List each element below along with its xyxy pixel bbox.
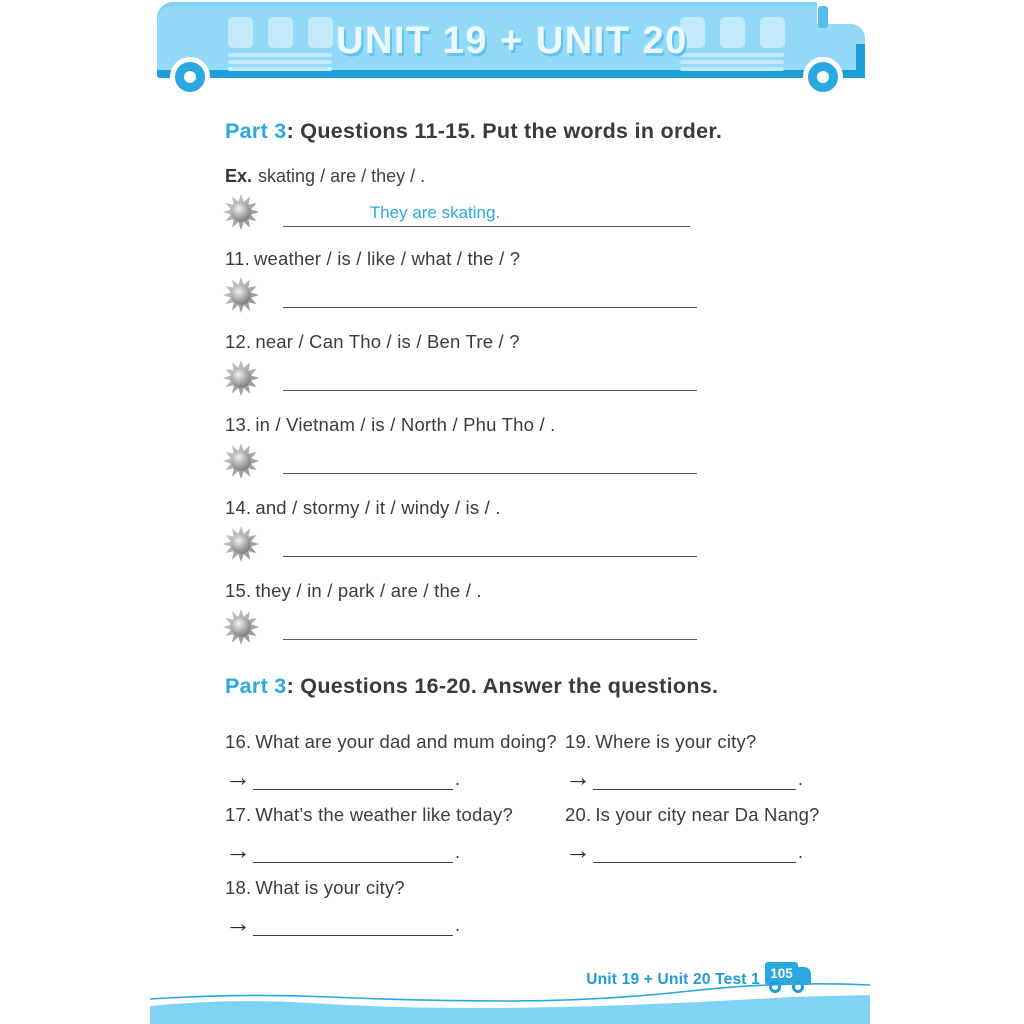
answer-line[interactable] bbox=[283, 531, 697, 557]
question-number: 15. bbox=[225, 580, 252, 601]
question-19: 19. Where is your city? bbox=[565, 731, 757, 752]
question-number: 14. bbox=[225, 497, 252, 518]
answer-row-16: → . bbox=[225, 762, 461, 792]
bus-wheel-icon bbox=[170, 57, 210, 97]
question-row-15 bbox=[225, 580, 705, 644]
question-number: 12. bbox=[225, 331, 252, 352]
question-16: 16. What are your dad and mum doing? bbox=[225, 731, 557, 752]
bus-bumper bbox=[856, 44, 865, 78]
footer-test-label: Unit 19 + Unit 20 Test 1 bbox=[586, 971, 760, 988]
page-number-badge: 105 bbox=[765, 962, 798, 985]
arrow-right-icon: → bbox=[225, 835, 251, 865]
sun-icon bbox=[222, 359, 260, 397]
answer-line[interactable] bbox=[253, 839, 453, 863]
question-18: 18. What is your city? bbox=[225, 877, 405, 898]
question-text: 13. in / Vietnam / is / North / Phu Tho / . bbox=[225, 414, 556, 435]
part-b-heading bbox=[225, 674, 718, 699]
arrow-right-icon: → bbox=[565, 835, 591, 865]
example-label: Ex. bbox=[225, 166, 253, 186]
bottom-wave-decoration bbox=[150, 982, 870, 1024]
answer-row-19: → . bbox=[565, 762, 804, 792]
example-row bbox=[225, 166, 425, 187]
sun-icon bbox=[222, 276, 260, 314]
question-row-13 bbox=[225, 414, 705, 478]
question-text: 15. they / in / park / are / the / . bbox=[225, 580, 482, 601]
answer-line[interactable] bbox=[253, 766, 453, 790]
bus-wheel-icon bbox=[803, 57, 843, 97]
part-instructions: : Questions 16-20. Answer the questions. bbox=[286, 674, 719, 698]
part-a-heading bbox=[225, 119, 722, 144]
example-answer-area bbox=[222, 195, 702, 233]
bus-bottom-strip bbox=[157, 70, 817, 78]
answer-line[interactable] bbox=[283, 365, 697, 391]
bus-stripe bbox=[228, 67, 332, 71]
answer-row-17: → . bbox=[225, 835, 461, 865]
bus-stripe bbox=[680, 67, 784, 71]
arrow-right-icon: → bbox=[565, 762, 591, 792]
part-label: Part 3 bbox=[225, 119, 287, 143]
answer-line[interactable] bbox=[283, 448, 697, 474]
question-row-14 bbox=[225, 497, 705, 561]
question-number: 13. bbox=[225, 414, 252, 435]
answer-line[interactable] bbox=[593, 766, 796, 790]
bus-window bbox=[228, 17, 253, 48]
question-text: 14. and / stormy / it / windy / is / . bbox=[225, 497, 501, 518]
arrow-right-icon: → bbox=[225, 762, 251, 792]
question-text: 12. near / Can Tho / is / Ben Tre / ? bbox=[225, 331, 520, 352]
sun-icon bbox=[222, 193, 260, 231]
sun-icon bbox=[222, 608, 260, 646]
answer-line[interactable] bbox=[253, 912, 453, 936]
sun-icon bbox=[222, 442, 260, 480]
part-instructions: : Questions 11-15. Put the words in order. bbox=[286, 119, 723, 143]
answer-line[interactable] bbox=[283, 614, 697, 640]
question-20: 20. Is your city near Da Nang? bbox=[565, 804, 820, 825]
arrow-right-icon: → bbox=[225, 908, 251, 938]
bus-exhaust-stub bbox=[818, 6, 828, 28]
bus-window bbox=[760, 17, 785, 48]
part-label: Part 3 bbox=[225, 674, 287, 698]
example-prompt: skating / are / they / . bbox=[258, 166, 426, 186]
answer-row-20: → . bbox=[565, 835, 804, 865]
question-number: 11. bbox=[225, 248, 250, 269]
answer-line[interactable] bbox=[283, 282, 697, 308]
answer-line[interactable] bbox=[593, 839, 796, 863]
unit-title: UNIT 19 + UNIT 20 bbox=[336, 20, 688, 62]
example-answer-text: They are skating. bbox=[369, 203, 501, 222]
question-row-11 bbox=[225, 248, 705, 312]
answer-row-18: → . bbox=[225, 908, 461, 938]
question-text: 11. weather / is / like / what / the / ? bbox=[225, 248, 521, 269]
sun-icon bbox=[222, 525, 260, 563]
question-17: 17. What’s the weather like today? bbox=[225, 804, 513, 825]
bus-banner-icon bbox=[157, 0, 868, 100]
question-row-12 bbox=[225, 331, 705, 395]
